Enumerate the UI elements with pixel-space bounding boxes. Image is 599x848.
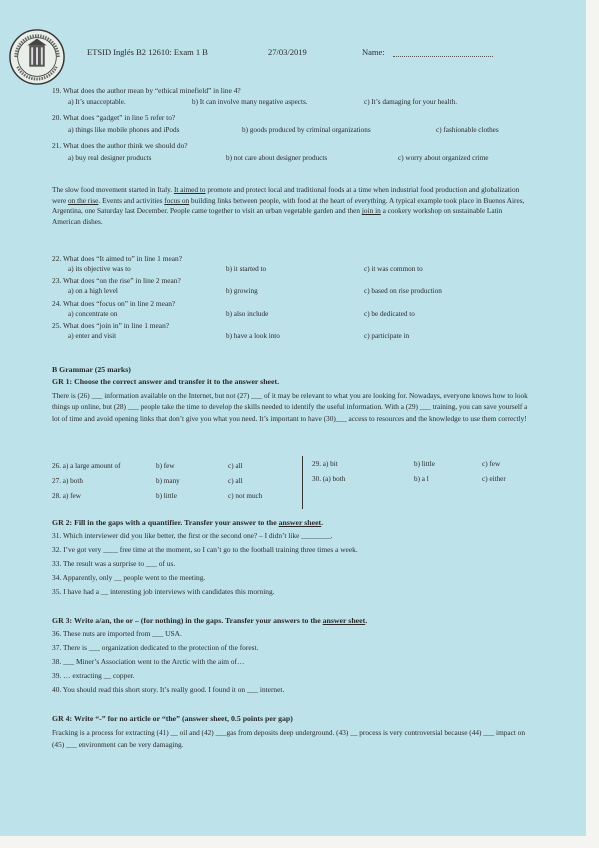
option-25b: b) have a look into [226, 332, 280, 340]
option-21a: a) buy real designer products [68, 154, 152, 162]
gr2-item-33: 33. The result was a surprise to ___ of us. [52, 559, 176, 568]
option-20b: b) goods produced by criminal organizations [242, 126, 371, 134]
gr1-title: GR 1: Choose the correct answer and transfer it to the answer sheet. [52, 377, 280, 386]
option-23a: a) on a high level [68, 287, 118, 295]
option-30c: c) either [482, 475, 506, 483]
option-19c: c) It’s damaging for your health. [364, 98, 458, 106]
question-20: 20. What does “gadget” in line 5 refer to? [52, 113, 176, 122]
option-19b: b) It can involve many negative aspects. [192, 98, 308, 106]
gr2-item-34: 34. Apparently, only __ people went to the meeting. [52, 573, 206, 582]
option-26a: 26. a) a large amount of [52, 462, 121, 470]
option-25a: a) enter and visit [68, 332, 117, 340]
option-29a: 29. a) bit [312, 460, 338, 468]
gr3-item-38: 38. ___ Miner’s Association went to the Arctic with the aim of… [52, 657, 245, 666]
question-22: 22. What does “It aimed to” in line 1 mean? [52, 254, 182, 263]
option-26c: c) all [228, 462, 243, 470]
grammar-section-title: B Grammar (25 marks) [52, 365, 131, 374]
gr3-title: GR 3: Write a/an, the or – (for nothing) in the gaps. Transfer your answers to the answer sheet. [52, 616, 368, 625]
option-24a: a) concentrate on [68, 310, 118, 318]
gr2-title: GR 2: Fill in the gaps with a quantifier. Transfer your answer to the answer sheet. [52, 518, 324, 527]
phrase-focus: focus on [164, 195, 190, 205]
option-22b: b) it started to [226, 265, 267, 273]
option-28b: b) little [156, 492, 177, 500]
option-23b: b) growing [226, 287, 258, 295]
option-27c: c) all [228, 477, 243, 485]
gr2-item-35: 35. I have had a __ interesting job interviews with candidates this morning. [52, 587, 275, 596]
option-21c: c) worry about organized crime [398, 154, 489, 162]
option-24c: c) be dedicated to [364, 310, 415, 318]
gr1-text: There is (26) ___ information available on the Internet, but not (27) ___ of it may be relevant to what you are looking for. Nowadays, everyone knows how to look things up online, but (28) ___ people take the time to develop the skills needed to identify the useful information. With a (29) ___ training, you can save yourself a lot of time and avoid opening links that don’t give you what you need. It’s important to have (30)___ access to resources and the knowledge to use them correctly! [52, 391, 528, 423]
options-divider [302, 456, 303, 509]
gr2-item-32: 32. I’ve got very ____ free time at the moment, so I can’t go to the football training three times a week. [52, 545, 358, 554]
phrase-join: join in [361, 206, 381, 216]
question-23: 23. What does “on the rise” in line 2 mean? [52, 276, 181, 285]
slow-food-passage: The slow food movement started in Italy. It aimed to promote and protect local and traditional foods at a time when industrial food production and globalization were on the rise. Events and activities focus on building links between people, with food at the heart of everything. A typical example took place in Buenos Aires, Argentina, one Saturday last December. People came together to visit an urban vegetable garden and then join in a cookery workshop on sustainable Latin American dishes. [52, 185, 525, 226]
option-23c: c) based on rise production [364, 287, 442, 295]
option-28c: c) not much [228, 492, 263, 500]
gr3-item-39: 39. … extracting __ copper. [52, 671, 135, 680]
name-label: Name: [362, 47, 385, 57]
option-25c: c) participate in [364, 332, 410, 340]
option-20a: a) things like mobile phones and iPods [68, 126, 180, 134]
exam-date: 27/03/2019 [268, 47, 307, 57]
name-line [393, 56, 493, 57]
phrase-aimed: It aimed to [173, 185, 206, 194]
question-19: 19. What does the author mean by “ethical minefield” in line 4? [52, 86, 241, 95]
option-27b: b) many [156, 477, 180, 485]
gr4-title: GR 4: Write “-” for no article or “the” (answer sheet, 0.5 points per gap) [52, 714, 293, 723]
university-seal-icon [8, 28, 66, 86]
gr4-text: Fracking is a process for extracting (41) __ oil and (42) ___gas from deposits deep underground. (43) __ process is very controversial because (44) ___ impact on (45) ___ environment can be very damaging. [52, 728, 526, 749]
question-24: 24. What does “focus on” in line 2 mean? [52, 299, 176, 308]
option-30b: b) a l [414, 475, 429, 483]
option-24b: b) also include [226, 310, 269, 318]
option-28a: 28. a) few [52, 492, 81, 500]
gr3-item-40: 40. You should read this short story. It’s really good. I found it on ___ internet. [52, 685, 285, 694]
option-29c: c) few [482, 460, 501, 468]
option-19a: a) It’s unacceptable. [68, 98, 126, 106]
option-27a: 27. a) both [52, 477, 83, 485]
question-21: 21. What does the author think we should do? [52, 141, 188, 150]
gr3-item-36: 36. These nuts are imported from ___ USA. [52, 629, 182, 638]
gr3-item-37: 37. There is ___ organization dedicated to the protection of the forest. [52, 643, 259, 652]
question-25: 25. What does “join in” in line 1 mean? [52, 321, 170, 330]
option-22c: c) it was common to [364, 265, 423, 273]
course-title: ETSID Inglés B2 12610: Exam 1 B [87, 47, 208, 57]
option-20c: c) fashionable clothes [436, 126, 499, 134]
option-21b: b) not care about designer products [226, 154, 328, 162]
option-29b: b) little [414, 460, 435, 468]
gr2-item-31: 31. Which interviewer did you like better, the first or the second one? – I didn’t like ________. [52, 531, 333, 540]
option-22a: a) its objective was to [68, 265, 131, 273]
option-30a: 30. (a) both [312, 475, 346, 483]
option-26b: b) few [156, 462, 175, 470]
phrase-rise: on the rise [68, 195, 99, 205]
